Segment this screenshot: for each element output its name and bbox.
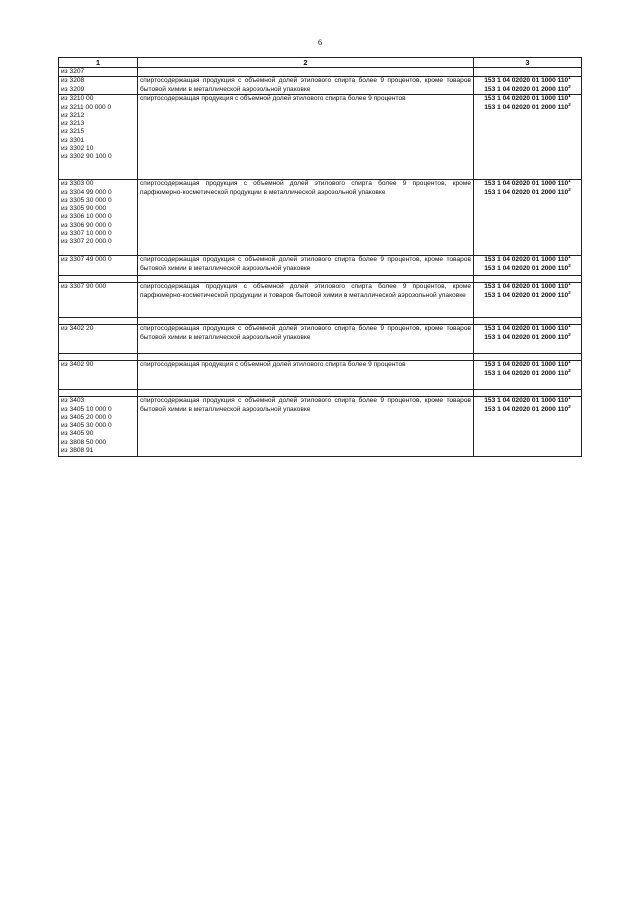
budget-code-text: 153 1 04 02020 01 2000 110 xyxy=(484,333,569,341)
tnved-code: из 3211 00 000 0 xyxy=(61,103,112,111)
footnote-marker: 1 xyxy=(568,75,571,81)
budget-code-text: 153 1 04 02020 01 1000 110 xyxy=(484,95,569,103)
tnved-code: из 3402 90 xyxy=(61,361,94,369)
tnved-code: из 3405 90 xyxy=(61,430,94,438)
budget-code-text: 153 1 04 02020 01 2000 110 xyxy=(484,85,569,93)
row-spacer xyxy=(59,276,582,283)
row-spacer xyxy=(59,318,582,325)
product-description: спиртосодержащая продукция с объемной долей этилового спирта более 9 процентов xyxy=(138,361,474,390)
tnved-code: из 3207 xyxy=(61,68,85,75)
tnved-codes-cell xyxy=(59,397,138,457)
tnved-codes-cell xyxy=(59,256,138,276)
budget-code xyxy=(476,403,579,414)
tnved-codes-cell xyxy=(59,283,138,318)
tnved-code: из 3305 30 000 0 xyxy=(61,196,112,204)
tnved-code: из 3302 90 100 0 xyxy=(61,153,112,161)
budget-code-text: 153 1 04 02020 01 2000 110 xyxy=(484,264,569,272)
footnote-marker: 2 xyxy=(568,262,571,268)
column-header-3: 3 xyxy=(474,58,582,68)
tnved-code: из 3302 10 xyxy=(61,145,94,153)
table-row xyxy=(59,256,582,276)
budget-code xyxy=(476,77,579,85)
tnved-code: из 3808 50 000 xyxy=(61,438,107,446)
tnved-code: из 3210 00 xyxy=(61,95,94,103)
budget-code-text: 153 1 04 02020 01 1000 110 xyxy=(484,283,569,291)
table-row xyxy=(59,283,582,318)
tnved-code: из 3208 xyxy=(61,77,85,85)
budget-codes-cell xyxy=(474,77,582,95)
budget-code xyxy=(476,325,579,333)
product-description: спиртосодержащая продукция с объемной долей этилового спирта более 9 процентов, кроме товаров бытовой химии в металлической аэрозольной упаковке xyxy=(138,397,474,457)
budget-code xyxy=(476,95,579,103)
tnved-code: из 3307 10 000 0 xyxy=(61,230,112,238)
tnved-code: из 3301 xyxy=(61,136,85,144)
tnved-code: из 3305 90 000 xyxy=(61,205,107,213)
budget-code-text: 153 1 04 02020 01 1000 110 xyxy=(484,256,569,264)
row-spacer xyxy=(59,390,582,397)
tnved-code: из 3405 30 000 0 xyxy=(61,422,112,430)
budget-code-text: 153 1 04 02020 01 2000 110 xyxy=(484,369,569,377)
table-row xyxy=(59,180,582,256)
budget-code xyxy=(476,180,579,188)
table-row xyxy=(59,361,582,390)
footnote-marker: 2 xyxy=(568,101,571,107)
budget-code-text: 153 1 04 02020 01 2000 110 xyxy=(484,291,569,299)
budget-codes-cell xyxy=(474,361,582,390)
footnote-marker: 1 xyxy=(568,323,571,329)
budget-codes-cell xyxy=(474,95,582,180)
budget-code-text: 153 1 04 02020 01 1000 110 xyxy=(484,397,569,405)
budget-code xyxy=(476,101,579,112)
tnved-code: из 3215 xyxy=(61,128,85,136)
footnote-marker: 1 xyxy=(568,254,571,260)
budget-codes-cell xyxy=(474,397,582,457)
budget-codes-cell xyxy=(474,68,582,77)
product-description: спиртосодержащая продукция с объемной долей этилового спирта более 9 процентов, кроме парфюмерно-косметической продукции в металлической аэрозольной упаковке xyxy=(138,180,474,256)
product-description: спиртосодержащая продукция с объемной долей этилового спирта более 9 процентов, кроме товаров бытовой химии в металлической аэрозольной упаковке xyxy=(138,77,474,95)
tnved-code: из 3307 90 000 xyxy=(61,283,107,291)
budget-code-text: 153 1 04 02020 01 2000 110 xyxy=(484,103,569,111)
table-row xyxy=(59,68,582,77)
tnved-code: из 3307 49 000 0 xyxy=(61,256,112,264)
tnved-codes-cell xyxy=(59,361,138,390)
tnved-code: из 3405 20 000 0 xyxy=(61,413,112,421)
footnote-marker: 2 xyxy=(568,367,571,373)
tariff-table xyxy=(58,57,582,457)
tnved-code: из 3808 91 xyxy=(61,447,94,455)
tnved-code: из 3209 xyxy=(61,85,85,93)
tnved-codes-cell xyxy=(59,180,138,256)
product-description xyxy=(138,68,474,77)
footnote-marker: 2 xyxy=(568,83,571,89)
budget-code-text: 153 1 04 02020 01 1000 110 xyxy=(484,180,569,188)
footnote-marker: 2 xyxy=(568,289,571,295)
tnved-codes-cell xyxy=(59,68,138,77)
tnved-code: из 3306 90 000 0 xyxy=(61,221,112,229)
budget-code xyxy=(476,289,579,300)
budget-code xyxy=(476,83,579,94)
footnote-marker: 2 xyxy=(568,186,571,192)
footnote-marker: 1 xyxy=(568,395,571,401)
table-header-row xyxy=(59,58,582,68)
budget-code-text: 153 1 04 02020 01 2000 110 xyxy=(484,405,569,413)
budget-code xyxy=(476,367,579,378)
table-row xyxy=(59,95,582,180)
budget-codes-cell xyxy=(474,325,582,354)
footnote-marker: 2 xyxy=(568,331,571,337)
budget-code-text: 153 1 04 02020 01 1000 110 xyxy=(484,325,569,333)
budget-code-text: 153 1 04 02020 01 2000 110 xyxy=(484,188,569,196)
product-description: спиртосодержащая продукция с объемной долей этилового спирта более 9 процентов, кроме товаров бытовой химии в металлической аэрозольной упаковке xyxy=(138,256,474,276)
tnved-code: из 3303 00 xyxy=(61,180,94,188)
budget-code-text: 153 1 04 02020 01 1000 110 xyxy=(484,77,569,85)
budget-code xyxy=(476,262,579,273)
footnote-marker: 1 xyxy=(568,93,571,99)
tnved-code: из 3403 xyxy=(61,397,85,405)
budget-code xyxy=(476,186,579,197)
column-header-2: 2 xyxy=(138,58,474,68)
budget-codes-cell xyxy=(474,283,582,318)
table-row xyxy=(59,325,582,354)
tnved-code: из 3212 xyxy=(61,111,85,119)
tnved-codes-cell xyxy=(59,77,138,95)
table-row xyxy=(59,77,582,95)
budget-code xyxy=(476,283,579,291)
row-spacer xyxy=(59,354,582,361)
footnote-marker: 2 xyxy=(568,403,571,409)
budget-code xyxy=(476,397,579,405)
table-row xyxy=(59,397,582,457)
product-description: спиртосодержащая продукция с объемной долей этилового спирта более 9 процентов, кроме товаров бытовой химии в металлической аэрозольной упаковке xyxy=(138,325,474,354)
footnote-marker: 1 xyxy=(568,359,571,365)
tnved-code: из 3402 20 xyxy=(61,325,94,333)
product-description: спиртосодержащая продукция с объемной долей этилового спирта более 9 процентов, кроме парфюмерно-косметической продукции и товаров бытовой химии в металлической аэрозольной упаковке xyxy=(138,283,474,318)
tnved-code: из 3304 99 000 0 xyxy=(61,188,112,196)
budget-code xyxy=(476,331,579,342)
tnved-code: из 3306 10 000 0 xyxy=(61,213,112,221)
tnved-code: из 3405 10 000 0 xyxy=(61,405,112,413)
budget-code xyxy=(476,256,579,264)
budget-codes-cell xyxy=(474,180,582,256)
budget-code-text: 153 1 04 02020 01 1000 110 xyxy=(484,361,569,369)
budget-code xyxy=(476,361,579,369)
tnved-code: из 3213 xyxy=(61,120,85,128)
column-header-1: 1 xyxy=(59,58,138,68)
tnved-codes-cell xyxy=(59,325,138,354)
budget-codes-cell xyxy=(474,256,582,276)
tnved-codes-cell xyxy=(59,95,138,180)
page-number: 6 xyxy=(318,38,322,47)
product-description: спиртосодержащая продукция с объемной долей этилового спирта более 9 процентов xyxy=(138,95,474,180)
footnote-marker: 1 xyxy=(568,178,571,184)
tnved-code: из 3307 20 000 0 xyxy=(61,238,112,246)
footnote-marker: 1 xyxy=(568,281,571,287)
